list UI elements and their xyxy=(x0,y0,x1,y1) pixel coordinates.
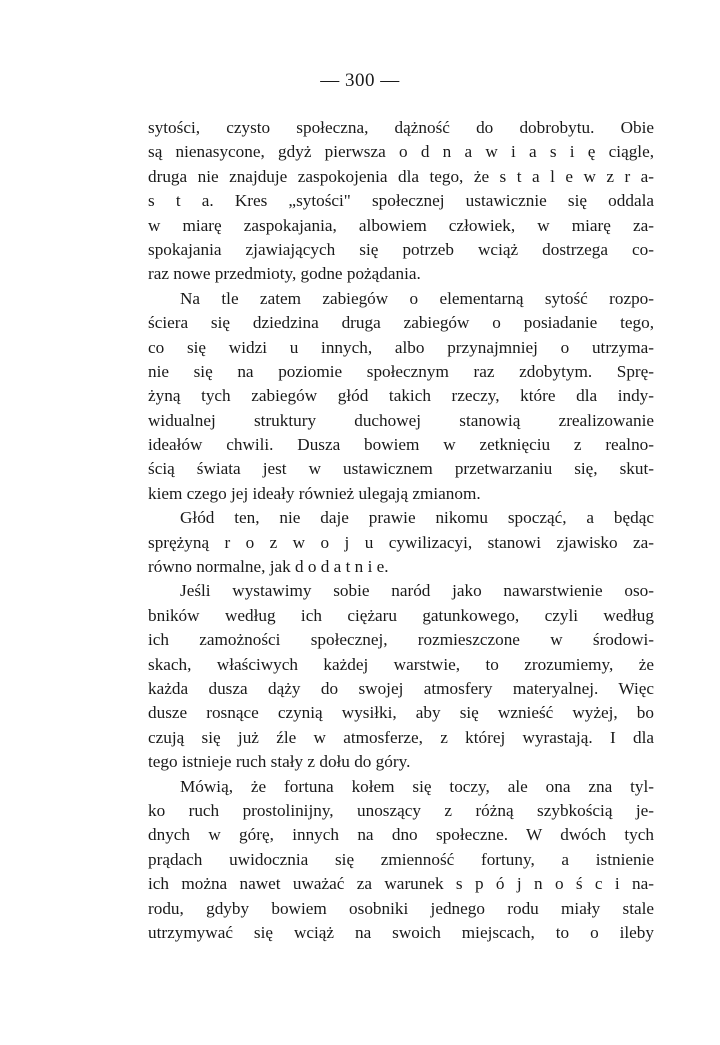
text-line: co się widzi u innych, albo przynajmniej o utrzyma- xyxy=(148,337,654,357)
text-line: dnych w górę, innych na dno społeczne. W dwóch tych xyxy=(148,825,654,845)
page-number: — 300 — xyxy=(320,70,400,91)
text-line: żyną tych zabiegów głód takich rzeczy, które dla indy- xyxy=(148,386,654,406)
text-line: raz nowe przedmioty, godne pożądania. xyxy=(148,264,421,284)
text-line: utrzymywać się wciąż na swoich miejscach, to o ileby xyxy=(148,922,654,942)
text-line: ściera się dziedzina druga zabiegów o posiadanie tego, xyxy=(148,313,654,333)
text-line: ich zamożności społecznej, rozmieszczone w środowi- xyxy=(148,630,654,650)
text-line: ich można nawet uważać za warunek s p ó j n o ś c i na- xyxy=(148,874,654,894)
body-text xyxy=(148,116,654,945)
text-line: nie się na poziomie społecznym raz zdobytym. Sprę- xyxy=(148,361,654,381)
text-line: kiem czego jej ideały również ulegają zmianom. xyxy=(148,483,481,503)
text-line: czują się już źle w atmosferze, z której wyrastają. I dla xyxy=(148,727,654,747)
text-line: ko ruch prostolinijny, unoszący z różną szybkością je- xyxy=(148,800,654,820)
text-line: każda dusza dąży do swojej atmosfery materyalnej. Więc xyxy=(148,678,654,698)
text-line: ścią świata jest w ustawicznem przetwarzaniu się, skut- xyxy=(148,459,654,479)
text-line: prądach uwidocznia się zmienność fortuny, a istnienie xyxy=(148,849,654,869)
text-line: równo normalne, jak d o d a t n i e. xyxy=(148,557,389,577)
text-line: widualnej struktury duchowej stanowią zrealizowanie xyxy=(148,410,654,430)
text-line: skach, właściwych każdej warstwie, to zrozumiemy, że xyxy=(148,654,654,674)
text-line: dusze rosnące czynią wysiłki, aby się wznieść wyżej, bo xyxy=(148,703,654,723)
text-line: ideałów chwili. Dusza bowiem w zetknięciu z realno- xyxy=(148,435,654,455)
text-line: w miarę zaspokajania, albowiem człowiek, w miarę za- xyxy=(148,215,654,235)
text-line: tego istnieje ruch stały z dołu do góry. xyxy=(148,752,411,772)
text-line: Mówią, że fortuna kołem się toczy, ale ona zna tyl- xyxy=(180,776,654,796)
text-line: Na tle zatem zabiegów o elementarną sytość rozpo- xyxy=(180,288,654,308)
text-line: rodu, gdyby bowiem osobniki jednego rodu miały stale xyxy=(148,898,654,918)
text-line: są nienasycone, gdyż pierwsza o d n a w i a s i ę ciągle, xyxy=(148,142,654,162)
text-line: druga nie znajduje zaspokojenia dla tego, że s t a l e w z r a- xyxy=(148,166,654,186)
text-line: sytości, czysto społeczna, dążność do dobrobytu. Obie xyxy=(148,118,654,137)
text-line: Jeśli wystawimy sobie naród jako nawarstwienie oso- xyxy=(180,581,654,601)
text-line: Głód ten, nie daje prawie nikomu spocząć, a będąc xyxy=(180,508,654,528)
text-line: spokajania zjawiających się potrzeb wciąż dostrzega co- xyxy=(148,239,654,259)
text-line: s t a. Kres „sytości" społecznej ustawicznie się oddala xyxy=(148,191,654,211)
text-line: bników według ich ciężaru gatunkowego, czyli według xyxy=(148,605,654,625)
text-line: sprężyną r o z w o j u cywilizacyi, stanowi zjawisko za- xyxy=(148,532,654,552)
